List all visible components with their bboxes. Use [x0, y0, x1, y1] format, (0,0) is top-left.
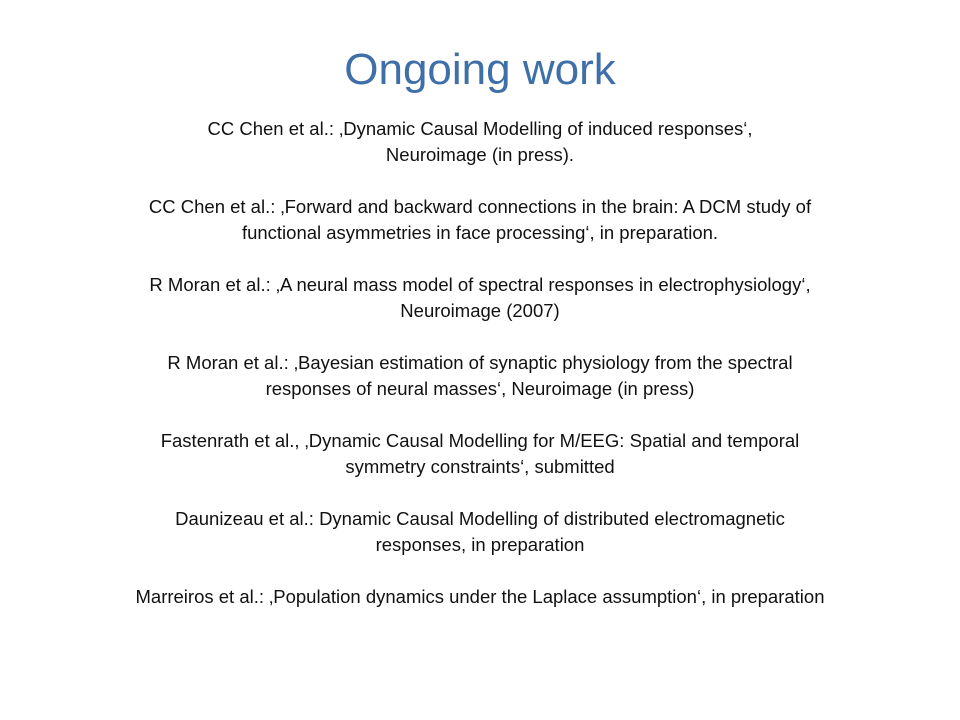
reference-line: R Moran et al.: ‚A neural mass model of spectral responses in electrophysiology‘, [149, 274, 811, 295]
reference-line: Neuroimage (2007) [400, 300, 560, 321]
reference-list [80, 116, 880, 636]
reference-line: symmetry constraints‘, submitted [345, 456, 615, 477]
reference-line: CC Chen et al.: ‚Forward and backward connections in the brain: A DCM study of [148, 196, 812, 217]
reference-line: responses of neural masses‘, Neuroimage (in press) [265, 378, 695, 399]
reference-item [80, 506, 880, 558]
reference-line: CC Chen et al.: ‚Dynamic Causal Modelling of induced responses‘, [207, 118, 753, 139]
reference-line: Neuroimage (in press). [385, 144, 575, 165]
reference-line: R Moran et al.: ‚Bayesian estimation of synaptic physiology from the spectral [167, 352, 793, 373]
reference-line: Daunizeau et al.: Dynamic Causal Modelling of distributed electromagnetic [175, 508, 785, 529]
reference-line: Fastenrath et al., ‚Dynamic Causal Modelling for M/EEG: Spatial and temporal [160, 430, 800, 451]
reference-line: functional asymmetries in face processing‘, in preparation. [241, 222, 719, 243]
reference-line: Marreiros et al.: ‚Population dynamics under the Laplace assumption‘, in preparation [135, 586, 825, 607]
slide-title: Ongoing work [344, 45, 616, 94]
reference-line: responses, in preparation [375, 534, 585, 555]
reference-item [80, 584, 880, 610]
reference-item [80, 350, 880, 402]
reference-item [80, 272, 880, 324]
reference-item [80, 428, 880, 480]
reference-item [80, 194, 880, 246]
reference-item [80, 116, 880, 168]
